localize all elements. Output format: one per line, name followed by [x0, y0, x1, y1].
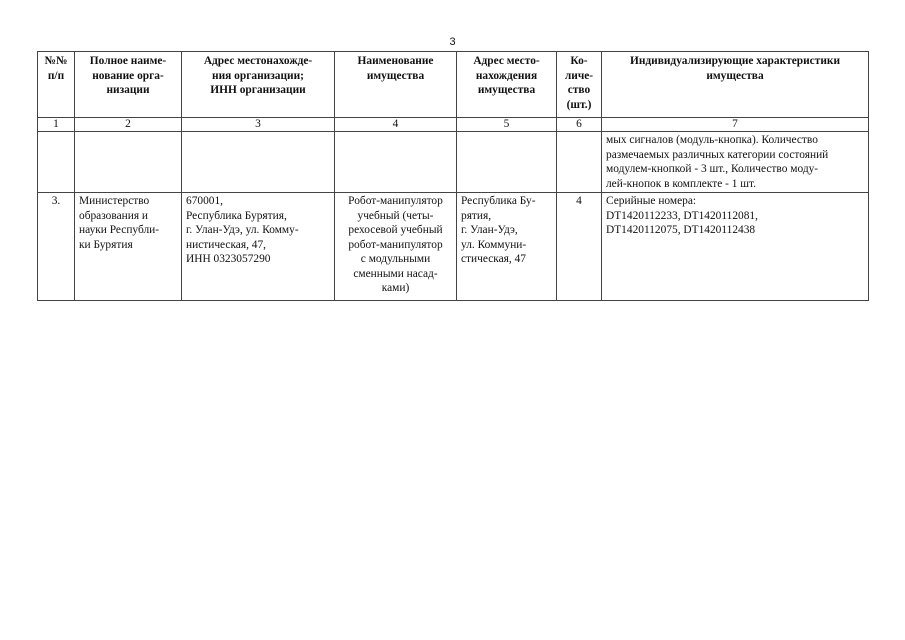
column-number: 5 [457, 118, 557, 132]
characteristics-continuation-cell: мых сигналов (модуль-кнопка). Количество размечаемых различных категории состояний модулем-кнопкой - 3 шт., Количество моду- лей-кнопок в комплекте - 1 шт. [602, 132, 869, 193]
column-number: 1 [38, 118, 75, 132]
page-number: 3 [449, 36, 456, 48]
header-cell-characteristics: Индивидуализирующие характеристики имущества [602, 52, 869, 118]
table-cell [38, 132, 75, 193]
property-table [37, 51, 869, 301]
table-row [38, 193, 869, 301]
table-cell [557, 132, 602, 193]
column-number: 3 [182, 118, 335, 132]
org-address-cell: 670001, Республика Бурятия, г. Улан-Удэ, ул. Комму- нистическая, 47, ИНН 0323057290 [182, 193, 335, 301]
column-number: 4 [335, 118, 457, 132]
header-cell-quantity: Ко- личе- ство (шт.) [557, 52, 602, 118]
table-cell [457, 132, 557, 193]
characteristics-cell: Серийные номера: DT1420112233, DT1420112081, DT1420112075, DT1420112438 [602, 193, 869, 301]
header-cell-property-address: Адрес место- нахождения имущества [457, 52, 557, 118]
column-number: 2 [75, 118, 182, 132]
header-cell-organization: Полное наиме- нование орга- низации [75, 52, 182, 118]
property-name-cell: Робот-манипулятор учебный (четы- рехосевой учебный робот-манипулятор с модульными сменными насад- ками) [335, 193, 457, 301]
table-cell [75, 132, 182, 193]
header-cell-org-address: Адрес местонахожде- ния организации; ИНН организации [182, 52, 335, 118]
quantity-cell: 4 [557, 193, 602, 301]
row-number-cell: 3. [38, 193, 75, 301]
property-address-cell: Республика Бу- рятия, г. Улан-Удэ, ул. Коммуни- стическая, 47 [457, 193, 557, 301]
column-number-row [38, 118, 869, 132]
table-cell [335, 132, 457, 193]
column-number: 6 [557, 118, 602, 132]
organization-cell: Министерство образования и науки Республи- ки Бурятия [75, 193, 182, 301]
table-cell [182, 132, 335, 193]
column-number: 7 [602, 118, 869, 132]
table-header-row [38, 52, 869, 118]
header-cell-number: №№ п/п [38, 52, 75, 118]
header-cell-property-name: Наименование имущества [335, 52, 457, 118]
continuation-row [38, 132, 869, 193]
